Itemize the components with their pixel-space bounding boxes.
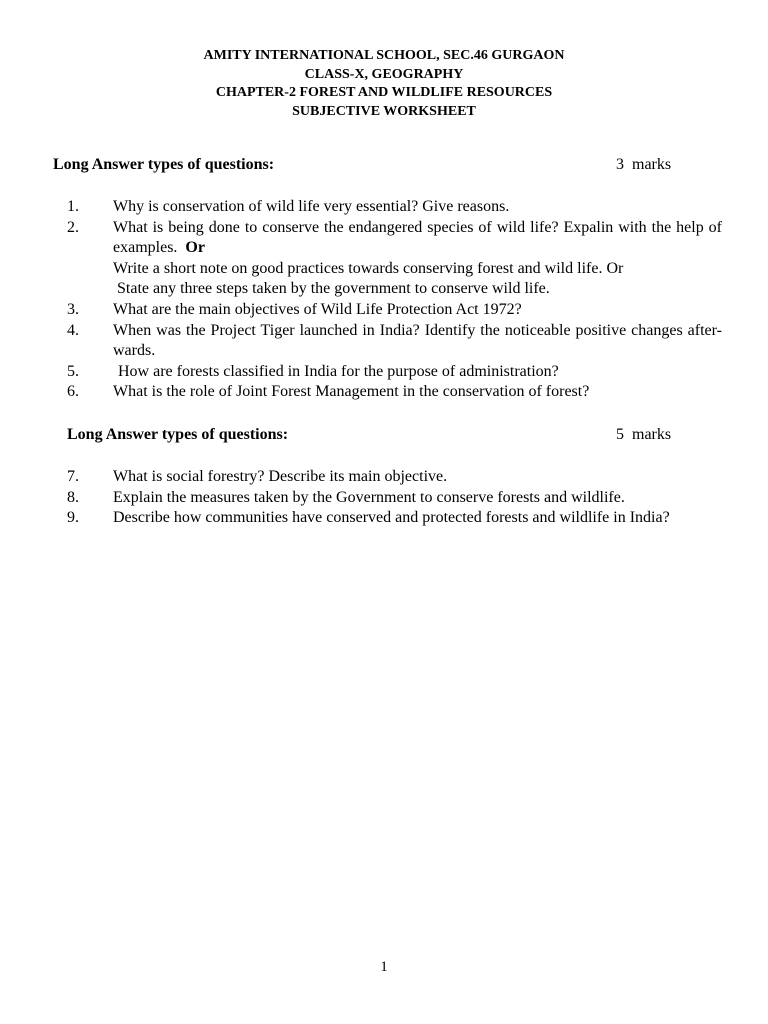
section-1-marks: 3 marks xyxy=(616,156,672,173)
page-number: 1 xyxy=(380,959,388,975)
question-item xyxy=(67,300,722,321)
question-text: Describe how communities have conserved and protected forests and wildlife in India? xyxy=(113,509,670,527)
question-item xyxy=(67,488,722,509)
question-number: 4. xyxy=(67,321,79,339)
worksheet-title: SUBJECTIVE WORKSHEET xyxy=(292,103,476,119)
section-2-question-list xyxy=(67,467,722,529)
section-2-marks: 5 marks xyxy=(616,426,672,443)
question-item xyxy=(67,321,722,362)
question-text: What is the role of Joint Forest Management in the conservation of forest? xyxy=(113,383,590,401)
section-1-question-list xyxy=(67,197,722,403)
question-number: 7. xyxy=(67,468,79,485)
question-text: When was the Project Tiger launched in India? Identify the noticeable positive changes after- wards. xyxy=(113,321,722,360)
question-number: 3. xyxy=(67,300,79,318)
alternate-question: State any three steps taken by the government to conserve wild life. xyxy=(117,280,550,298)
section-2-heading: Long Answer types of questions: xyxy=(67,426,289,443)
chapter-title: CHAPTER-2 FOREST AND WILDLIFE RESOURCES xyxy=(215,85,553,100)
question-item xyxy=(67,362,722,383)
question-item xyxy=(67,218,722,300)
question-text: What are the main objectives of Wild Life Protection Act 1972? xyxy=(113,300,522,318)
section-1-heading: Long Answer types of questions: xyxy=(53,156,275,173)
question-number: 5. xyxy=(67,362,79,380)
question-item xyxy=(67,467,722,488)
school-name: AMITY INTERNATIONAL SCHOOL, SEC.46 GURGAON xyxy=(203,48,565,63)
question-item xyxy=(67,197,722,218)
question-number: 1. xyxy=(67,198,79,215)
or-label: Or xyxy=(185,239,205,257)
question-text: How are forests classified in India for the purpose of administration? xyxy=(118,362,559,380)
question-number: 9. xyxy=(67,509,79,527)
alternate-question: Write a short note on good practices towards conserving forest and wild life. Or xyxy=(113,259,624,277)
question-number: 6. xyxy=(67,383,79,401)
document-header xyxy=(0,47,768,121)
class-subject: CLASS-X, GEOGRAPHY xyxy=(304,66,464,82)
question-body xyxy=(113,218,722,300)
question-text: What is being done to conserve the endangered species of wild life? Expalin with the help of examples. xyxy=(113,218,722,257)
question-text: Why is conservation of wild life very essential? Give reasons. xyxy=(113,198,510,215)
question-text: Explain the measures taken by the Government to conserve forests and wildlife. xyxy=(113,488,625,506)
question-text: What is social forestry? Describe its main objective. xyxy=(113,468,448,485)
question-number: 8. xyxy=(67,488,79,506)
question-number: 2. xyxy=(67,218,79,236)
question-item xyxy=(67,382,722,403)
question-item xyxy=(67,508,722,529)
